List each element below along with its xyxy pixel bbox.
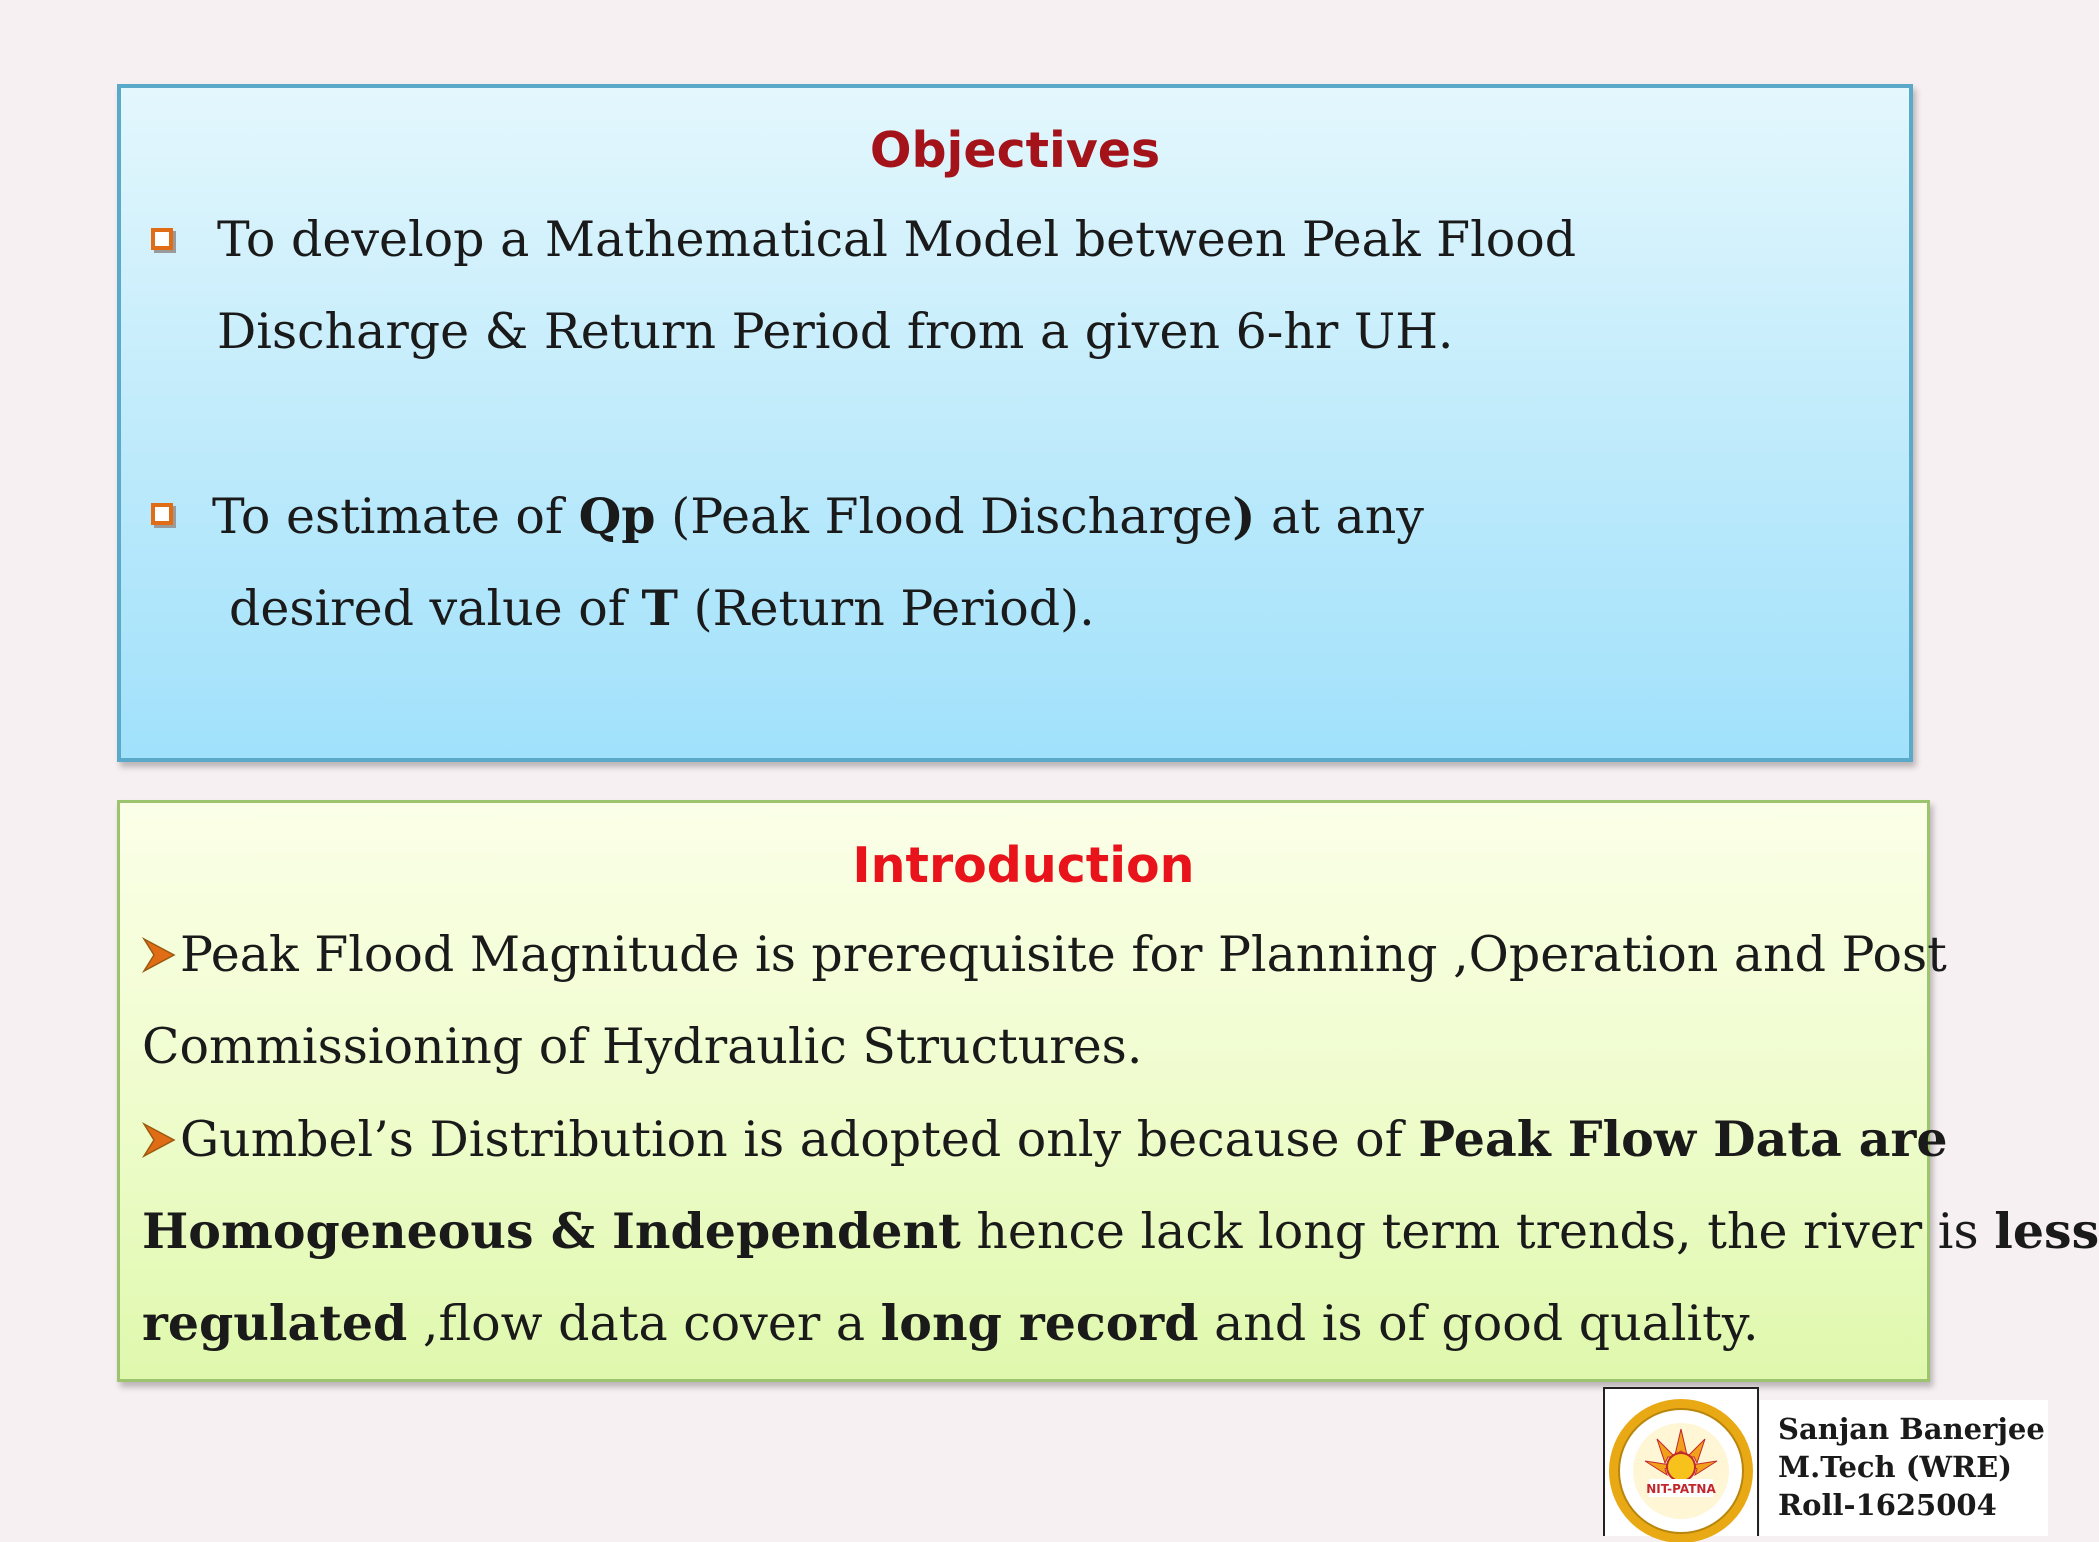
logo-text: NIT-PATNA — [1646, 1482, 1716, 1496]
objective-2-text: desired value of — [229, 580, 642, 637]
introduction-heading: Introduction — [852, 837, 1195, 894]
intro-bold-text: Homogeneous & Independent — [142, 1202, 961, 1260]
objective-2-qp: Qp — [578, 487, 656, 545]
objective-2-line-2 — [229, 578, 1095, 639]
nit-patna-logo — [1603, 1387, 1759, 1536]
objective-2-text: To estimate of — [212, 488, 579, 545]
author-info — [1760, 1400, 2048, 1536]
intro-paragraph-2-line-1 — [142, 1109, 1948, 1170]
arrow-bullet-icon — [142, 935, 176, 975]
author-degree: M.Tech (WRE) — [1778, 1450, 2012, 1484]
objective-2-text: at any — [1255, 488, 1424, 545]
intro-paragraph-1-line-2: Commissioning of Hydraulic Structures. — [142, 1018, 1143, 1075]
intro-text: Peak Flood Magnitude is prerequisite for Planning ,Operation and Post — [180, 926, 1947, 983]
objectives-heading: Objectives — [869, 122, 1161, 179]
intro-bold-text: long record — [880, 1294, 1199, 1352]
intro-bold-text: Peak Flow Data are — [1418, 1110, 1948, 1168]
square-bullet-icon — [151, 228, 173, 250]
objective-1-line-1: To develop a Mathematical Model between Peak Flood — [217, 211, 1577, 268]
intro-bold-text: less — [1994, 1202, 2099, 1260]
objective-2-text: (Peak Flood Discharge — [655, 488, 1233, 545]
intro-text: and is of good quality. — [1198, 1295, 1759, 1352]
objective-1-line-2: Discharge & Return Period from a given 6-hr UH. — [217, 303, 1454, 360]
author-name: Sanjan Banerjee — [1778, 1412, 2045, 1446]
nit-patna-emblem-icon — [1605, 1389, 1757, 1538]
objectives-box — [117, 84, 1913, 762]
arrow-bullet-icon — [142, 1120, 176, 1160]
introduction-box — [117, 800, 2099, 1382]
intro-text: Gumbel’s Distribution is adopted only because of — [180, 1111, 1419, 1168]
intro-paragraph-2-line-2 — [142, 1201, 2099, 1262]
intro-text: ,flow data cover a — [407, 1295, 881, 1352]
square-bullet-icon — [151, 503, 173, 525]
objective-2-text: (Return Period). — [677, 580, 1095, 637]
intro-paragraph-2-line-3 — [142, 1293, 1759, 1354]
objective-2-t: T — [641, 579, 678, 637]
objective-2-paren: ) — [1232, 487, 1256, 545]
intro-text: hence lack long term trends, the river is — [960, 1203, 1995, 1260]
intro-bold-text: regulated — [142, 1294, 408, 1352]
objective-2-line-1 — [212, 486, 1424, 547]
intro-paragraph-1-line-1 — [142, 925, 1947, 985]
author-roll: Roll-1625004 — [1778, 1488, 1997, 1522]
